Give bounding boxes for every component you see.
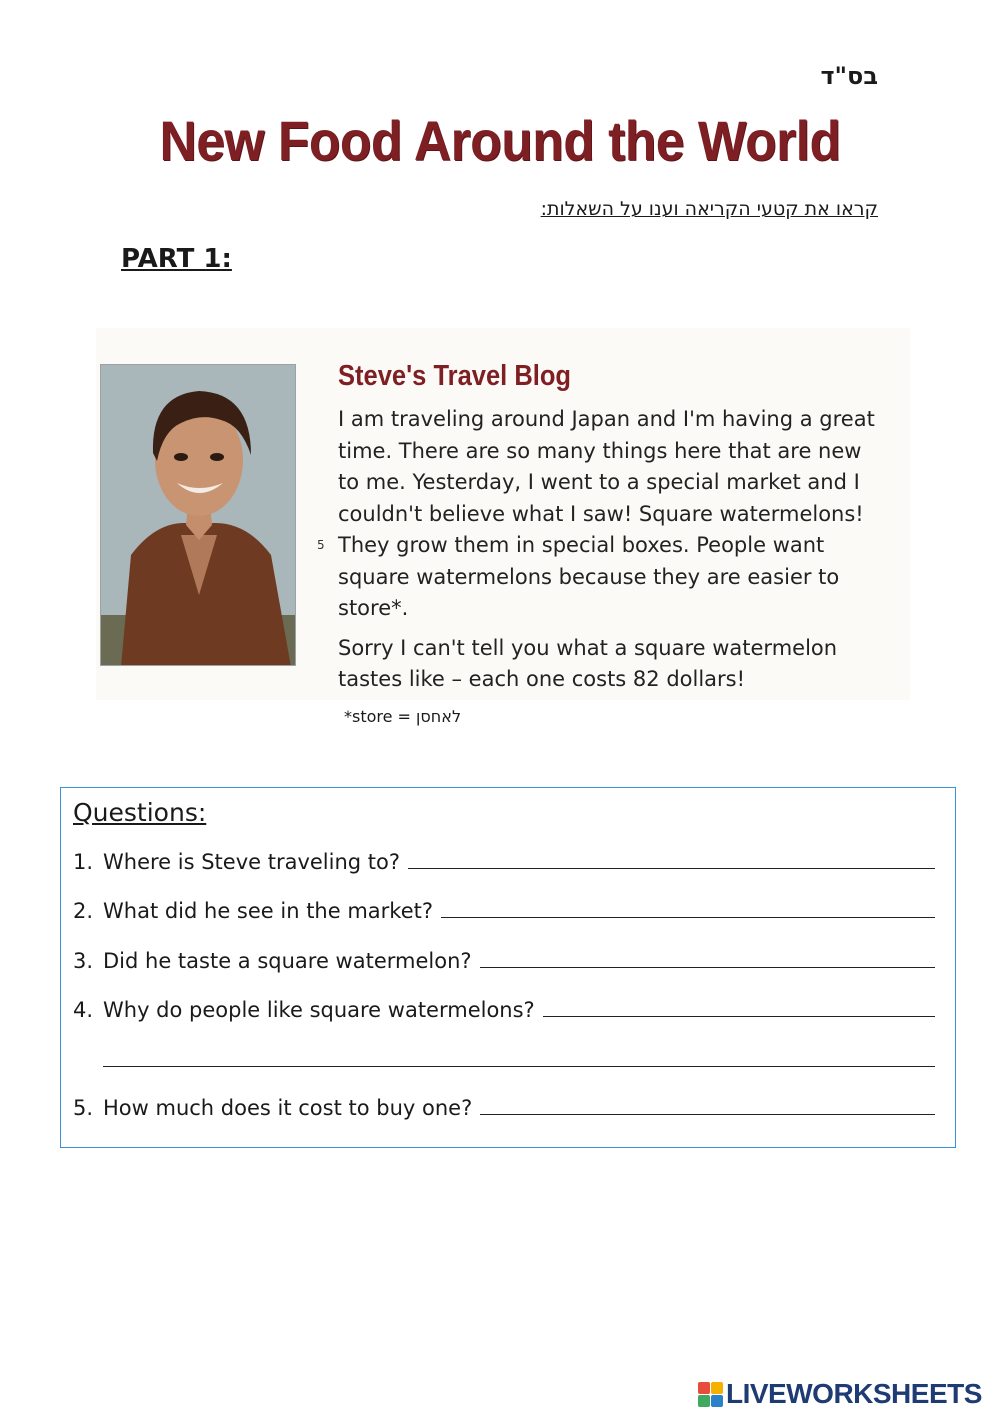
question-1 <box>73 850 935 874</box>
question-number: 5. <box>73 1096 94 1120</box>
blog-title: Steve's Travel Blog <box>338 360 572 392</box>
answer-blank[interactable] <box>543 1016 935 1017</box>
question-text: Did he taste a square watermelon? <box>103 949 472 973</box>
question-number: 3. <box>73 949 94 973</box>
answer-blank[interactable] <box>408 868 935 869</box>
brand-name: LIVEWORKSHEETS <box>726 1378 982 1409</box>
logo-square-2 <box>711 1382 723 1394</box>
questions-heading: Questions: <box>73 798 207 827</box>
question-4 <box>73 998 935 1022</box>
questions-box <box>60 787 956 1148</box>
blog-paragraph-1: I am traveling around Japan and I'm having a great time. There are so many things here that are new to me. Yesterday, I went to a special market and I couldn't believe what I saw! Square watermelons! They grow them in special boxes. People want square watermelons because they are easier to store*. <box>338 407 875 620</box>
question-number: 4. <box>73 998 94 1022</box>
question-text: How much does it cost to buy one? <box>103 1096 473 1120</box>
question-text: What did he see in the market? <box>103 899 434 923</box>
answer-blank[interactable] <box>441 917 935 918</box>
liveworksheets-logo-icon <box>698 1382 723 1407</box>
answer-blank-continued[interactable] <box>103 1066 935 1067</box>
blog-body <box>338 404 878 704</box>
question-2 <box>73 899 935 923</box>
vocabulary-gloss: *store = לאחסן <box>344 707 462 726</box>
blog-scan-section <box>96 328 910 700</box>
logo-square-3 <box>698 1395 710 1407</box>
question-text: Why do people like square watermelons? <box>103 998 535 1022</box>
logo-square-1 <box>698 1382 710 1394</box>
page-title: New Food Around the World <box>159 109 841 172</box>
question-5 <box>73 1096 935 1120</box>
bsd-header: בס"ד <box>820 62 878 90</box>
part-label: PART 1: <box>121 244 232 274</box>
line-number: 5 <box>317 538 325 552</box>
liveworksheets-brand[interactable] <box>698 1378 982 1410</box>
instructions-text: קראו את קטעי הקריאה וענו על השאלות: <box>540 198 878 220</box>
question-number: 2. <box>73 899 94 923</box>
question-3 <box>73 949 935 973</box>
answer-blank[interactable] <box>480 967 935 968</box>
person-photo-icon <box>100 364 296 666</box>
person-photo-graphic <box>101 365 296 666</box>
blog-paragraph-2: Sorry I can't tell you what a square watermelon tastes like – each one costs 82 dollars! <box>338 635 838 691</box>
logo-square-4 <box>711 1395 723 1407</box>
question-number: 1. <box>73 850 94 874</box>
question-text: Where is Steve traveling to? <box>103 850 401 874</box>
answer-blank[interactable] <box>480 1114 935 1115</box>
